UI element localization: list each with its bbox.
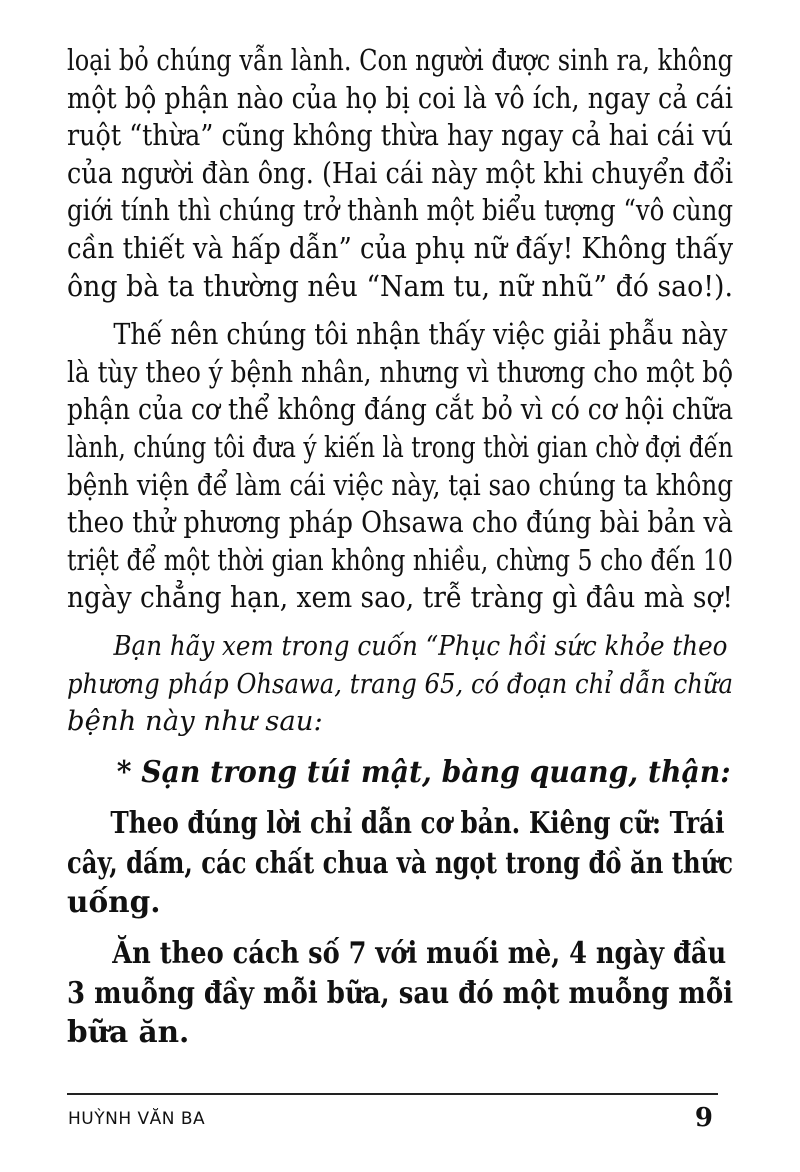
text-line: phương pháp Ohsawa, trang 65, có đoạn chỉ dẫn chữa [67, 667, 734, 700]
text-line: bệnh này như sau: [67, 705, 323, 738]
text-line: bệnh viện để làm cái việc này, tại sao chúng ta không [67, 468, 733, 502]
text-line: ngày chẳng hạn, xem sao, trễ tràng gì đâu mà sợ! [67, 581, 734, 615]
text-line: ruột “thừa” cũng không thừa hay ngay cả hai cái vú [67, 119, 733, 153]
body-text [67, 42, 733, 1063]
text-line: cần thiết và hấp dẫn” của phụ nữ đấy! Không thấy [67, 231, 734, 265]
text-line: Bạn hãy xem trong cuốn “Phục hồi sức khỏe theo [113, 629, 728, 662]
text-line: của người đàn ông. (Hai cái này một khi chuyển đổi [67, 156, 734, 190]
section-heading [67, 752, 733, 792]
text-line: loại bỏ chúng vẫn lành. Con người được sinh ra, không [67, 44, 734, 77]
paragraph-1 [67, 42, 733, 305]
text-line: phận của cơ thể không đáng cắt bỏ vì có cơ hội chữa [67, 393, 733, 427]
paragraph-5-bold [67, 803, 733, 922]
text-line: theo thử phương pháp Ohsawa cho đúng bài bản và [67, 506, 733, 540]
text-line: giới tính thì chúng trở thành một biểu tượng “vô cùng [67, 194, 733, 228]
text-line: 3 muỗng đầy mỗi bữa, sau đó một muỗng mỗi [67, 974, 734, 1010]
text-line: bữa ăn. [67, 1014, 190, 1050]
footer-rule [67, 1093, 718, 1095]
text-line: Theo đúng lời chỉ dẫn cơ bản. Kiêng cữ: Trái [110, 805, 725, 841]
text-line: một bộ phận nào của họ bị coi là vô ích, ngay cả cái [67, 81, 734, 115]
text-line: triệt để một thời gian không nhiều, chừng 5 cho đến 10 [67, 543, 733, 577]
text-line: ông bà ta thường nêu “Nam tu, nữ nhũ” đó sao!). [67, 269, 734, 303]
text-line: lành, chúng tôi đưa ý kiến là trong thời gian chờ đợi đến [67, 430, 734, 464]
paragraph-6-bold [67, 933, 733, 1052]
text-line: Ăn theo cách số 7 với muối mè, 4 ngày đầu [112, 935, 727, 971]
text-line: cây, dấm, các chất chua và ngọt trong đồ ăn thức [67, 844, 733, 880]
page-number: 9 [694, 1103, 713, 1133]
paragraph-3-quote-intro [67, 628, 733, 741]
paragraph-2 [67, 316, 733, 617]
text-line: * Sạn trong túi mật, bàng quang, thận: [116, 753, 731, 789]
text-line: Thế nên chúng tôi nhận thấy việc giải phẫu này [113, 318, 728, 352]
text-line: là tùy theo ý bệnh nhân, nhưng vì thương cho một bộ [67, 355, 733, 389]
footer-author: HUỲNH VĂN BA [68, 1109, 206, 1129]
text-line: uống. [67, 884, 161, 920]
